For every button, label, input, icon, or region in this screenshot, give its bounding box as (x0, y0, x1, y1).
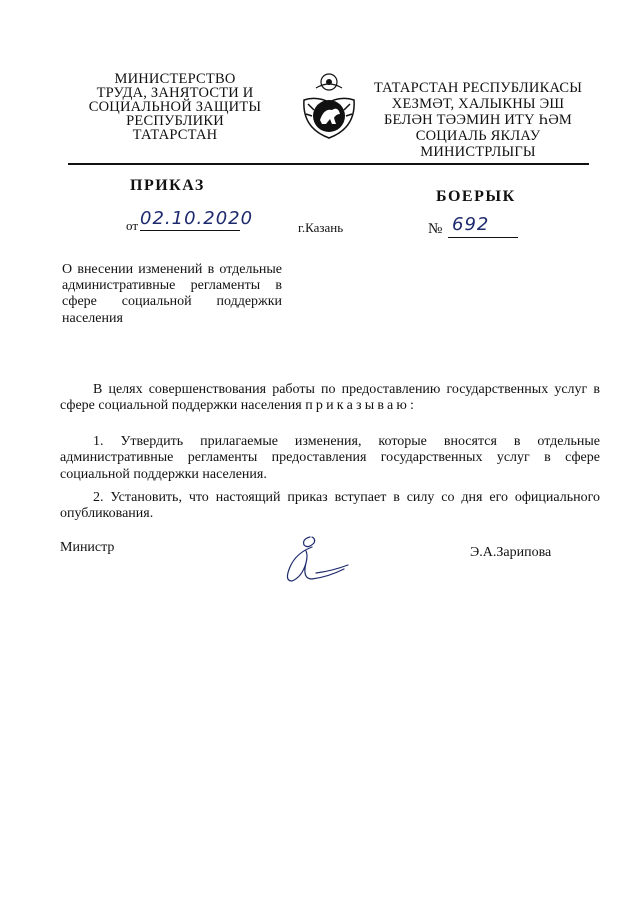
date-prefix: от (126, 218, 139, 233)
preamble-text: В целях совершенствования работы по предоставлению государственных услуг в сфере социальной поддержки населения (60, 382, 600, 414)
order-subject: О внесении изменений в отдельные административные регламенты в сфере социальной поддержки населения (62, 262, 282, 326)
ministry-ru-line: МИНИСТЕРСТВО (114, 71, 236, 87)
ministry-tt-line: МИНИСТРЛЫГЫ (420, 144, 536, 160)
ministry-ru-line: ТРУДА, ЗАНЯТОСТИ И (96, 85, 254, 101)
date-underline (140, 230, 240, 231)
signer-name: Э.А.Зарипова (470, 545, 552, 560)
body-paragraph-preamble (60, 382, 600, 415)
order-verb: приказываю (305, 398, 411, 414)
preamble-colon: : (410, 398, 414, 414)
city: г.Казань (298, 220, 344, 235)
number-underline (448, 237, 518, 238)
ministry-tt-line: БЕЛӘН ТӘЭМИН ИТҮ ҺӘМ (384, 112, 572, 128)
ministry-name-tatar (368, 80, 588, 160)
order-number: 692 (452, 214, 490, 235)
ministry-ru-line: СОЦИАЛЬНОЙ ЗАЩИТЫ (88, 99, 262, 115)
body-paragraph-item-1: 1. Утвердить прилагаемые изменения, которые вносятся в отдельные административные регламенты предоставления государственных услуг в сфере социальной поддержки населения. (60, 434, 600, 482)
ministry-ru-line: РЕСПУБЛИКИ (126, 113, 224, 129)
coat-of-arms-tatarstan-icon (296, 70, 362, 142)
order-title-russian: ПРИКАЗ (130, 177, 205, 194)
header-divider (68, 163, 589, 165)
body-paragraph-item-2: 2. Установить, что настоящий приказ вступает в силу со дня его официального опубликования. (60, 490, 600, 522)
order-title-tatar: БОЕРЫК (436, 188, 516, 205)
ministry-ru-line: ТАТАРСТАН (132, 127, 218, 143)
order-date: 02.10.2020 (140, 208, 254, 229)
ministry-name-russian (70, 72, 280, 142)
ministry-tt-line: ХЕЗМӘТ, ХАЛЫКНЫ ЭШ (391, 96, 565, 112)
number-sign: № (428, 221, 443, 237)
ministry-tt-line: ТАТАРСТАН РЕСПУБЛИКАСЫ (373, 80, 583, 96)
handwritten-signature (272, 533, 372, 591)
ministry-tt-line: СОЦИАЛЬ ЯКЛАУ (415, 128, 541, 144)
signer-title: Министр (60, 540, 115, 555)
